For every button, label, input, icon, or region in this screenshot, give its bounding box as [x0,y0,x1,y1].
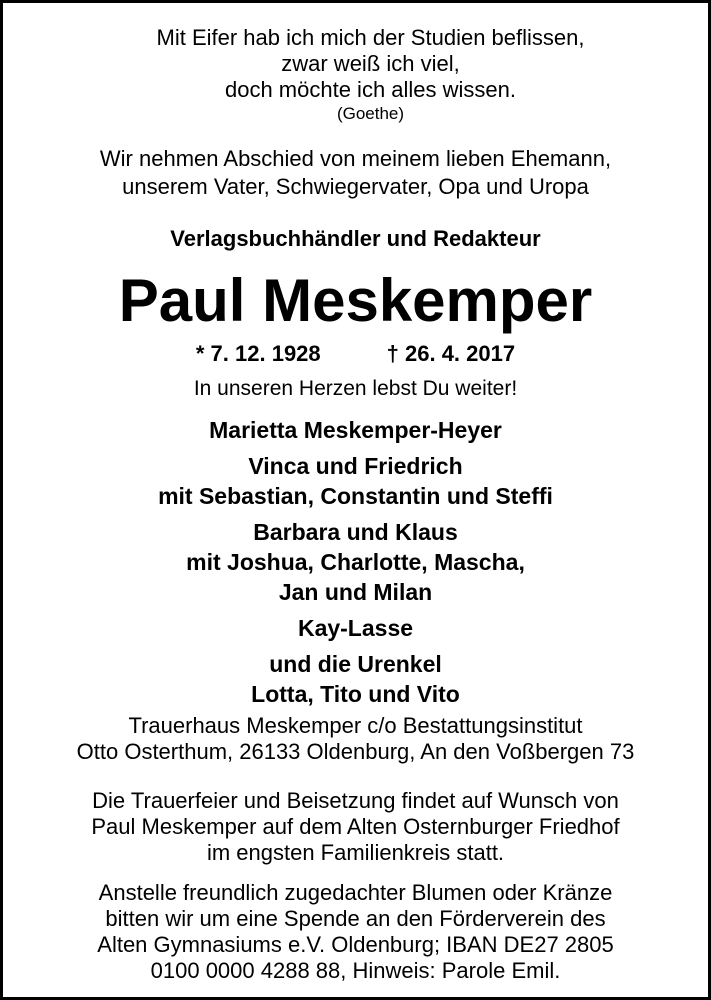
quote-line: Mit Eifer hab ich mich der Studien beflissen, [156,25,585,50]
family-member: mit Sebastian, Constantin und Steffi [158,483,553,509]
death-date: † 26. 4. 2017 [386,341,516,366]
farewell-text [3,145,708,201]
quote-line: zwar weiß ich viel, [281,51,460,76]
goethe-quote [3,25,708,125]
deceased-name: Paul Meskemper [118,267,593,334]
donation-line: Anstelle freundlich zugedachter Blumen oder Kränze [98,880,613,905]
donation-line: 0100 0000 4288 88, Hinweis: Parole Emil. [150,958,561,983]
donation-line: bitten wir um eine Spende an den Förderverein des [105,906,606,931]
donation-notice [3,880,708,984]
farewell-line: unserem Vater, Schwiegervater, Opa und Uropa [122,174,589,199]
birth-date: * 7. 12. 1928 [195,341,321,366]
quote-author: (Goethe) [336,104,405,123]
family-member: Jan und Milan [278,579,433,605]
family-member: Lotta, Tito und Vito [251,681,460,707]
family-member: mit Joshua, Charlotte, Mascha, [186,549,525,575]
address-line: Trauerhaus Meskemper c/o Bestattungsinstitut [128,713,583,738]
family-member: Marietta Meskemper-Heyer [209,417,502,443]
mourning-address [3,713,708,765]
donation-line: Alten Gymnasiums e.V. Oldenburg; IBAN DE27 2805 [97,932,614,957]
remembrance-line: In unseren Herzen lebst Du weiter! [193,377,518,400]
family-member: und die Urenkel [269,651,442,677]
address-line: Otto Osterthum, 26133 Oldenburg, An den Voßbergen 73 [76,739,635,764]
life-dates [3,339,708,369]
family-member: Kay-Lasse [297,615,414,641]
farewell-line: Wir nehmen Abschied von meinem lieben Ehemann, [99,146,612,171]
family-member: Vinca und Friedrich [248,453,463,479]
profession: Verlagsbuchhändler und Redakteur [170,226,541,251]
family-list [3,415,708,709]
ceremony-notice [3,788,708,866]
obituary-notice [3,3,708,997]
ceremony-line: Paul Meskemper auf dem Alten Osternburger Friedhof [91,814,620,839]
quote-line: doch möchte ich alles wissen. [224,77,517,102]
ceremony-line: Die Trauerfeier und Beisetzung findet auf Wunsch von [92,788,619,813]
family-member: Barbara und Klaus [253,519,458,545]
ceremony-line: im engsten Familienkreis statt. [206,840,505,865]
